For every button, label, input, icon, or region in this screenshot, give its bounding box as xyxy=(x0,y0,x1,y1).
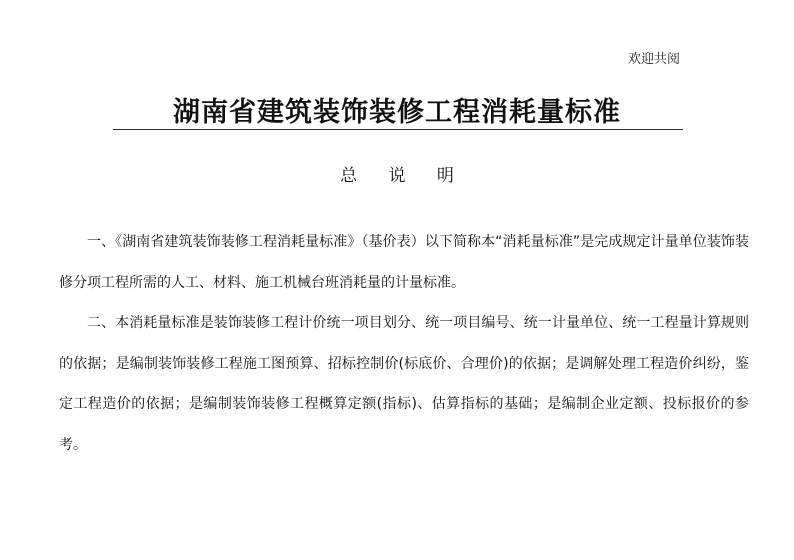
section-heading-char: 明 xyxy=(436,166,454,186)
corner-note: 欢迎共阅 xyxy=(627,52,680,67)
document-title: 湖南省建筑装饰装修工程消耗量标准 xyxy=(173,97,621,128)
title-underline xyxy=(113,129,683,130)
section-heading xyxy=(0,161,794,186)
section-heading-char: 总 xyxy=(340,166,358,186)
section-heading-char: 说 xyxy=(388,166,406,186)
paragraph: 二、本消耗量标准是装饰装修工程计价统一项目划分、统一项目编号、统一计量单位、统一工程量计算规则的依据；是编制装饰装修工程施工图预算、招标控制价(标底价、合理价)的依据；是调解处理工程造价纠纷，鉴定工程造价的依据；是编制装饰装修工程概算定额(指标)、估算指标的基础；是编制企业定额、投标报价的参考。 xyxy=(59,315,749,453)
body-text xyxy=(59,222,749,465)
paragraph: 一、《湖南省建筑装饰装修工程消耗量标准》（基价表）以下简称本“消耗量标准”是完成规定计量单位装饰装修分项工程所需的人工、材料、施工机械台班消耗量的计量标准。 xyxy=(59,234,749,291)
